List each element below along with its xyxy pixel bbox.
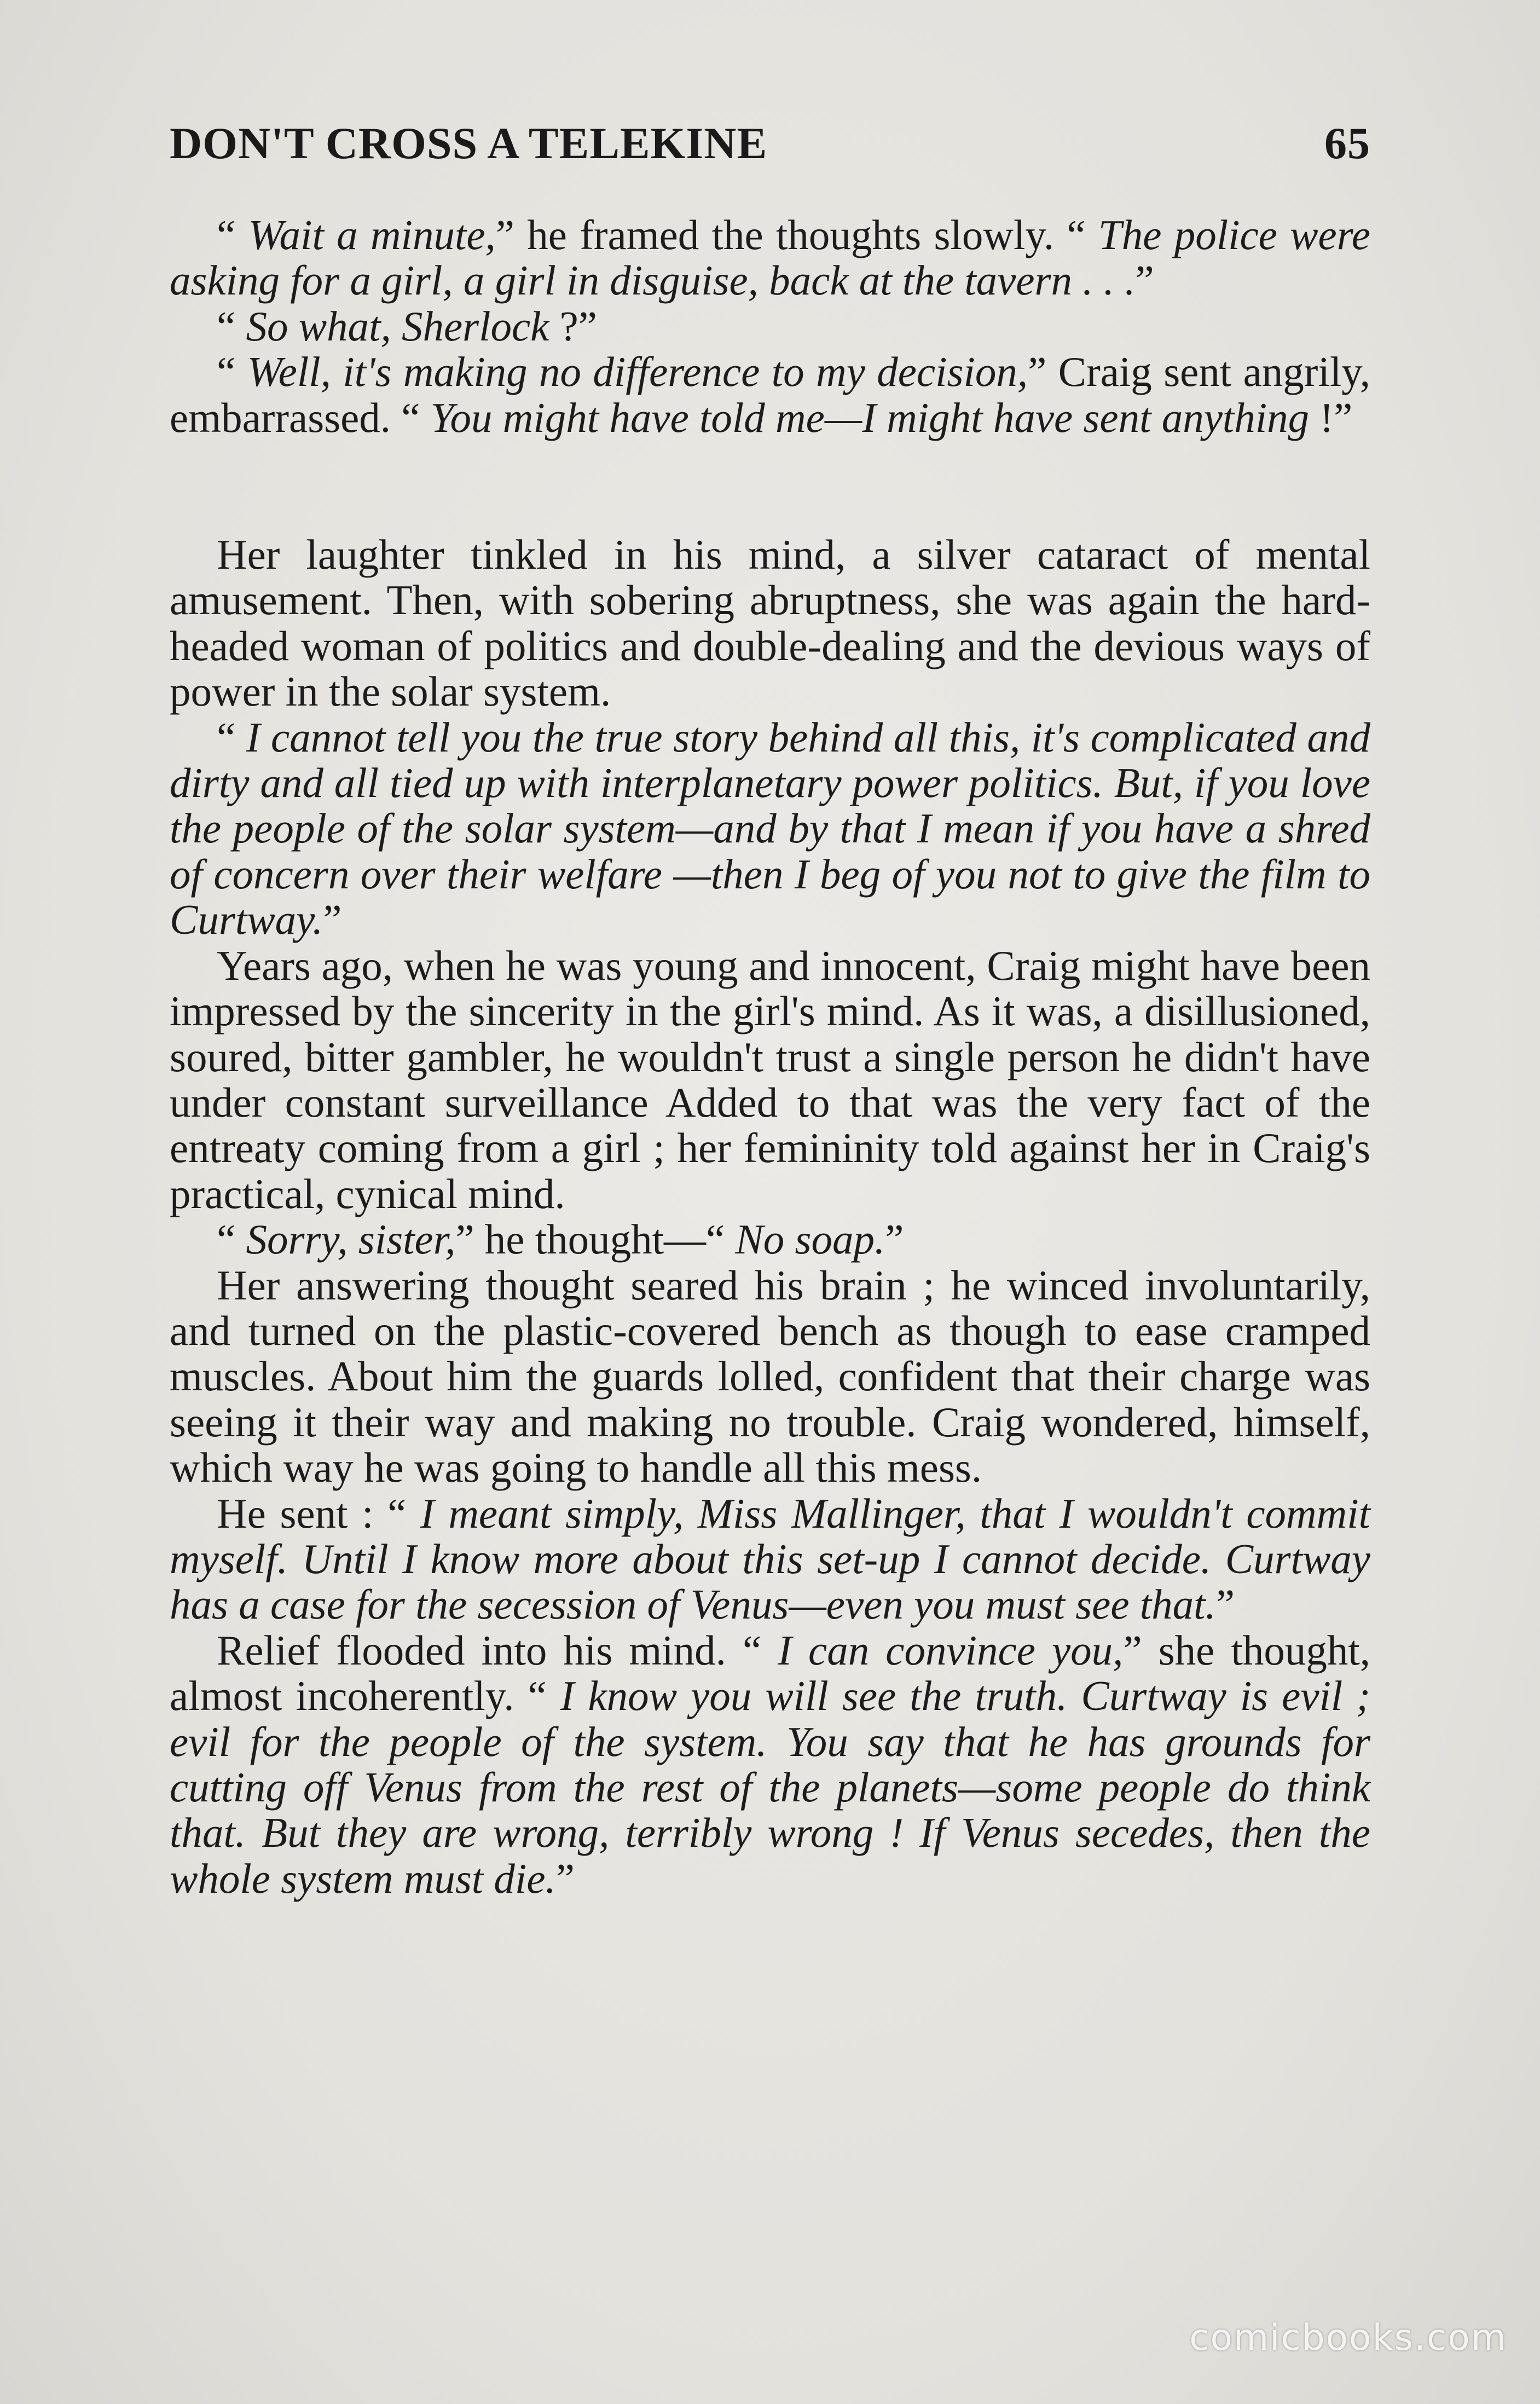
paragraph: Years ago, when he was young and innocent, Craig might have been impressed by the sincerity in the girl's mind. As it was, a disillusioned, soured, bitter gambler, he wouldn't trust a single person he didn't have under constant surveillance Added to that was the very fact of the entreaty coming from a girl ; her femininity told against her in Craig's practical, cynical mind.: [170, 941, 1370, 1217]
paragraph: He sent : “ I meant simply, Miss Mallinger, that I wouldn't commit myself. Until I know more about this set-up I cannot decide. Curtway has a case for the secession of Venus—even you must see that.”: [170, 1489, 1371, 1628]
body-text: [170, 212, 1370, 1902]
running-header: [170, 118, 1370, 178]
paragraph: “ So what, Sherlock ?”: [217, 302, 597, 350]
watermark: comicbooks.com: [1189, 2316, 1507, 2359]
page-number: 65: [1324, 118, 1370, 168]
chapter-title: DON'T CROSS A TELEKINE: [170, 118, 768, 168]
paragraph: “ Wait a minute,” he framed the thoughts slowly. “ The police were asking for a girl, a girl in disguise, back at the tavern . . .”: [170, 211, 1370, 304]
paragraph: “ Sorry, sister,” he thought—“ No soap.”: [217, 1216, 904, 1263]
paragraph: Relief flooded into his mind. “ I can convince you,” she thought, almost incoherently. “ I know you will see the truth. Curtway is evil ; evil for the people of the system. You say that he has grounds for cutting off Venus from the rest of the planets—some people do think that. But they are wrong, terribly wrong ! If Venus secedes, then the whole system must die.”: [170, 1626, 1370, 1902]
paragraph: “ I cannot tell you the true story behind all this, it's complicated and dirty and all tied up with interplanetary power politics. But, if you love the people of the solar system—and by that I mean if you have a shred of concern over their welfare —then I beg of you not to give the film to Curtway.”: [170, 713, 1370, 944]
paragraph: Her answering thought seared his brain ; he winced involuntarily, and turned on the plastic-covered bench as though to ease cramped muscles. About him the guards lolled, confident that their charge was seeing it their way and making no trouble. Craig wondered, himself, which way he was going to handle all this mess.: [170, 1261, 1370, 1492]
paragraph: Her laughter tinkled in his mind, a silver cataract of mental amusement. Then, with sobering abruptness, she was again the hard-headed woman of politics and double-dealing and the devious ways of power in the solar system.: [170, 531, 1370, 715]
paragraph: “ Well, it's making no difference to my decision,” Craig sent angrily, embarrassed. “ You might have told me—I might have sent anything !”: [170, 348, 1370, 441]
